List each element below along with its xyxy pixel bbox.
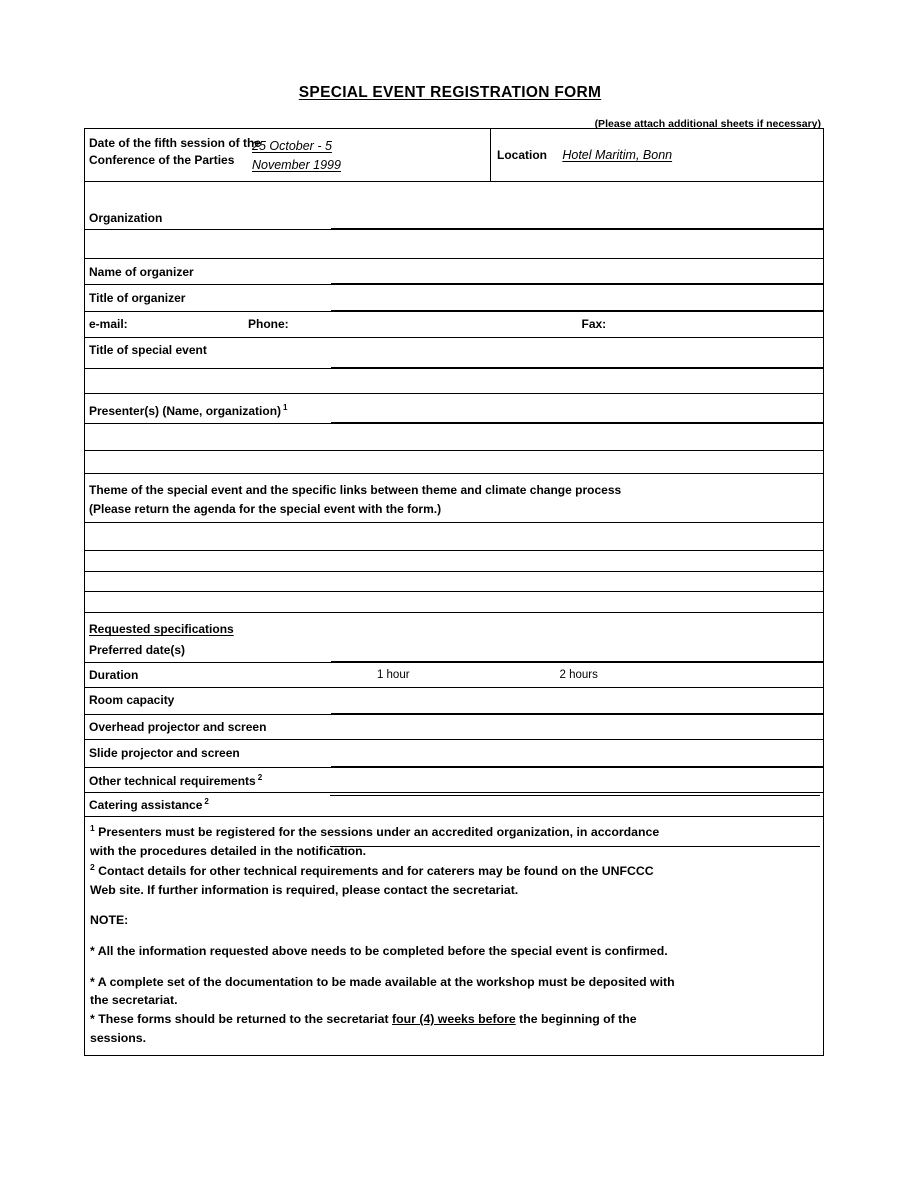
overhead-projector-row: [85, 715, 824, 740]
footnote-1-line2: with the procedures detailed in the notification.: [90, 844, 367, 859]
session-date-value-cell[interactable]: [246, 129, 491, 182]
duration-option-2-cell[interactable]: [491, 663, 824, 688]
other-technical-footnote-marker: 2: [257, 773, 263, 783]
location-value: Hotel Maritim, Bonn: [562, 148, 673, 162]
theme-blank-row-4: [85, 592, 824, 613]
note-bullet-2-line1: * A complete set of the documentation to be made available at the workshop must be deposited with: [90, 974, 675, 989]
session-date-value-line2: November 1999: [252, 158, 341, 173]
requested-specifications-cell: [85, 613, 824, 663]
notes-block: [85, 817, 823, 1055]
overhead-projector-cell[interactable]: [85, 715, 824, 740]
duration-option-2-label: 2 hours: [559, 669, 598, 682]
overhead-projector-input-rule[interactable]: [330, 795, 820, 796]
note-bullet-2-line2: the secretariat.: [90, 993, 178, 1008]
duration-label-cell: [85, 663, 247, 688]
slide-projector-cell[interactable]: [85, 740, 824, 768]
organization-blank-row: [85, 229, 824, 258]
duration-row: [85, 663, 824, 688]
page-title: SPECIAL EVENT REGISTRATION FORM: [298, 84, 602, 101]
note-bullet-1: * All the information requested above needs to be completed before the special event is confirmed.: [90, 944, 668, 958]
presenters-blank-cell-2[interactable]: [85, 450, 824, 473]
session-date-label-line1: Date of the fifth session of the: [89, 136, 262, 150]
organization-blank-cell[interactable]: [85, 229, 824, 258]
presenters-blank-cell-1[interactable]: [85, 423, 824, 450]
requested-specifications-row: [85, 613, 824, 663]
email-cell[interactable]: [85, 311, 247, 337]
session-date-label-line2: Conference of the Parties: [89, 153, 235, 168]
other-technical-cell[interactable]: [85, 768, 824, 793]
duration-option-1-label: 1 hour: [376, 669, 410, 682]
other-technical-row: [85, 768, 824, 793]
presenters-label: Presenter(s) (Name, organization): [89, 403, 282, 418]
slide-projector-label: Slide projector and screen: [89, 746, 240, 761]
title-of-special-event-row: [85, 337, 824, 368]
footnote-2: [90, 861, 815, 899]
organization-cell[interactable]: [85, 181, 824, 229]
footnote-1: [90, 822, 815, 860]
session-date-label-cell: [85, 129, 262, 182]
attach-additional-sheets-note: (Please attach additional sheets if necessary): [594, 118, 821, 130]
email-label: e-mail:: [89, 316, 128, 331]
name-of-organizer-row: [85, 258, 824, 284]
requested-specifications-heading: Requested specifications: [89, 622, 234, 637]
catering-label: Catering assistance: [89, 798, 203, 813]
theme-blank-row-2: [85, 551, 824, 572]
catering-row: [85, 793, 824, 817]
title-of-special-event-blank-cell[interactable]: [85, 368, 824, 393]
theme-blank-row-3: [85, 572, 824, 592]
theme-blank-row-1: [85, 523, 824, 551]
page-title-container: [0, 84, 900, 102]
name-of-organizer-label: Name of organizer: [89, 264, 194, 279]
contact-row: [85, 311, 824, 337]
slide-projector-row: [85, 740, 824, 768]
fax-label: Fax:: [581, 316, 607, 331]
footnote-1-line1: Presenters must be registered for the sessions under an accredited organization, in accordance: [98, 825, 660, 840]
title-of-special-event-label: Title of special event: [89, 342, 207, 357]
notes-row: [85, 817, 824, 1056]
footnote-2-marker: 2: [90, 861, 95, 872]
organization-row: [85, 181, 824, 229]
footnote-1-marker: 1: [90, 823, 95, 834]
title-of-organizer-label: Title of organizer: [89, 290, 186, 305]
theme-line1: Theme of the special event and the specific links between theme and climate change process: [89, 482, 622, 497]
note-bullet-2: [90, 973, 815, 1010]
theme-blank-cell-1[interactable]: [85, 523, 824, 551]
presenters-footnote-marker: 1: [283, 402, 288, 412]
theme-row: [85, 473, 824, 522]
note-bullet-3-post: the beginning of the: [515, 1012, 637, 1027]
duration-option-1-cell[interactable]: [246, 663, 491, 688]
note-bullet-3-line2: sessions.: [90, 1030, 147, 1045]
location-label: Location: [497, 148, 547, 162]
session-date-row: [85, 129, 824, 182]
session-date-value-line1: 25 October - 5: [252, 139, 332, 153]
title-of-special-event-cell[interactable]: [85, 337, 824, 368]
room-capacity-label: Room capacity: [89, 693, 175, 708]
title-of-organizer-row: [85, 284, 824, 311]
footnote-2-line2: Web site. If further information is required, please contact the secretariat.: [90, 882, 519, 897]
location-cell[interactable]: [491, 129, 824, 182]
overhead-projector-label: Overhead projector and screen: [89, 720, 267, 735]
title-of-organizer-cell[interactable]: [85, 284, 824, 311]
catering-footnote-marker: 2: [204, 797, 209, 807]
theme-cell: [85, 473, 824, 522]
note-heading: NOTE:: [90, 913, 129, 928]
phone-cell[interactable]: [246, 311, 491, 337]
catering-cell[interactable]: [85, 793, 824, 817]
registration-form-table: [84, 128, 824, 1056]
footnote-2-line1: Contact details for other technical requirements and for caterers may be found on the UNFCCC: [98, 863, 654, 878]
presenters-blank-row-2: [85, 450, 824, 473]
theme-blank-cell-4[interactable]: [85, 592, 824, 613]
other-technical-input-rule[interactable]: [330, 846, 820, 847]
theme-line2: (Please return the agenda for the special event with the form.): [89, 501, 442, 516]
theme-blank-cell-2[interactable]: [85, 551, 824, 572]
duration-label: Duration: [89, 668, 139, 683]
phone-label: Phone:: [248, 316, 289, 331]
presenters-cell[interactable]: [85, 393, 824, 423]
other-technical-label: Other technical requirements: [89, 774, 256, 789]
room-capacity-row: [85, 688, 824, 715]
note-bullet-3-pre: * These forms should be returned to the secretariat: [90, 1012, 393, 1027]
organization-label: Organization: [89, 210, 163, 225]
note-bullet-3-emphasis: four (4) weeks before: [392, 1012, 516, 1027]
fax-cell[interactable]: [491, 311, 824, 337]
presenters-row: [85, 393, 824, 423]
title-of-special-event-blank-row: [85, 368, 824, 393]
presenters-blank-row-1: [85, 423, 824, 450]
preferred-dates-label: Preferred date(s): [89, 642, 186, 657]
theme-blank-cell-3[interactable]: [85, 572, 824, 592]
note-bullet-3: [90, 1010, 815, 1047]
notes-cell: [85, 817, 824, 1056]
room-capacity-cell[interactable]: [85, 688, 824, 715]
name-of-organizer-cell[interactable]: [85, 258, 824, 284]
